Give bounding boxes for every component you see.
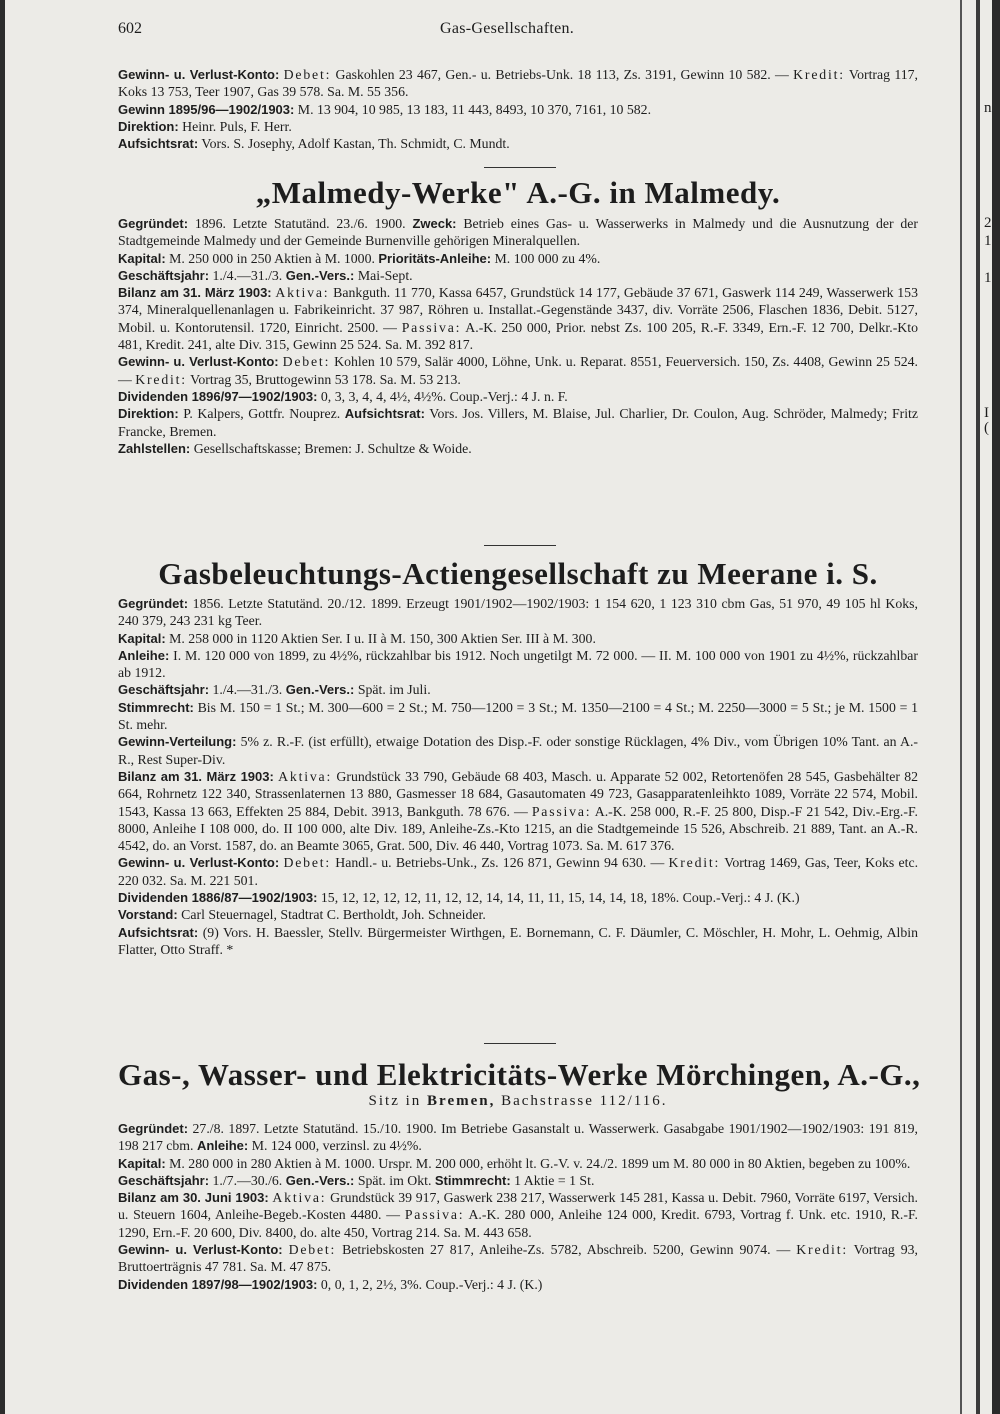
key: Passiva: <box>404 1207 465 1223</box>
paragraph <box>118 353 918 388</box>
key: Aktiva: <box>278 768 333 784</box>
label: Gewinn- u. Verlust-Konto: <box>118 67 280 82</box>
paragraph <box>118 1189 918 1241</box>
text: I. M. 120 000 von 1899, zu 4½%, rückzahlbar bis 1912. Noch ungetilgt M. 72 000. — II. M. 100 000 von 1901 zu 4½%, rückzahlbar ab 1912. <box>118 647 918 681</box>
paragraph <box>118 1241 918 1276</box>
text: 15, 12, 12, 12, 12, 11, 12, 12, 14, 14, 11, 11, 15, 14, 14, 18, 18%. Coup.-Verj.: 4 J. (K.) <box>320 890 800 906</box>
section-malmedy <box>118 215 918 457</box>
text: M. 258 000 in 1120 Aktien Ser. I u. II à M. 150, 300 Aktien Ser. III à M. 300. <box>169 630 596 646</box>
key: Kredit: <box>135 371 187 387</box>
paragraph <box>118 699 918 734</box>
label: Gewinn-Verteilung: <box>118 734 237 750</box>
paragraph <box>118 854 918 889</box>
text: 1./7.—30./6. <box>212 1172 283 1188</box>
text: M. 100 000 zu 4%. <box>494 250 601 266</box>
section-divider <box>484 167 556 168</box>
label: Gewinn- u. Verlust-Konto: <box>118 1242 283 1258</box>
company-title: Gasbeleuchtungs-Actiengesellschaft zu Meerane i. S. <box>158 556 878 591</box>
key: Debet: <box>282 354 331 370</box>
text: M. 280 000 in 280 Aktien à M. 1000. Urspr. M. 200 000, erhöht lt. G.-V. v. 24./2. 1899 um M. 80 000 in 80 Aktien, begeben zu 100%. <box>169 1155 911 1171</box>
text: (9) Vors. H. Baessler, Stellv. Bürgermeister Wirthgen, E. Bornemann, C. F. Däumler, C. Möschler, H. Mohr, L. Oehmig, Albin Flatter, Otto Straff. * <box>118 924 918 957</box>
section-moerchingen <box>118 1120 918 1293</box>
margin-char: I <box>984 405 989 421</box>
paragraph <box>118 630 918 647</box>
label: Anleihe: <box>196 1138 249 1154</box>
paragraph <box>118 284 918 353</box>
paragraph <box>118 595 918 630</box>
city: Bremen, <box>427 1093 496 1109</box>
paragraph <box>118 647 918 682</box>
paragraph <box>118 924 918 959</box>
binding-shadow-dark <box>976 0 980 1414</box>
label: Geschäftsjahr: <box>118 682 210 698</box>
label: Gegründet: <box>118 1121 189 1136</box>
label: Bilanz am 31. März 1903: <box>118 285 272 301</box>
margin-char: 1 <box>984 270 992 286</box>
label: Gewinn 1895/96—1902/1903: <box>118 101 295 117</box>
key: Debet: <box>283 67 332 82</box>
label: Gewinn- u. Verlust-Konto: <box>118 855 280 871</box>
key: Kredit: <box>668 855 721 871</box>
text: 5% z. R.-F. (ist erfüllt), etwaige Dotation des Disp.-F. oder sonstige Rücklagen, 4% Div., vom Übrigen 10% Tant. an A.-R., Rest Super-Div. <box>118 734 918 767</box>
company-title: „Malmedy-Werke" A.-G. in Malmedy. <box>255 175 781 210</box>
section-continuation <box>118 66 918 152</box>
label: Aufsichtsrat: <box>118 136 199 152</box>
text: Spät. im Juli. <box>357 682 431 698</box>
running-header: Gas-Gesellschaften. <box>440 20 575 37</box>
paragraph <box>118 215 918 250</box>
text: 1./4.—31./3. <box>212 267 283 283</box>
text: M. 250 000 in 250 Aktien à M. 1000. <box>169 250 375 266</box>
section-divider <box>484 1043 556 1044</box>
paragraph <box>118 889 918 906</box>
paragraph <box>118 1172 918 1189</box>
text: Bankguth. 11 770, Kassa 6457, Grundstück 14 177, Gebäude 37 671, Gaswerk 114 249, Wasserwerk 153 374, Mineralquellenanlagen u. Fabrikeinricht. 37 987, Röhren u. Installat.-Gegenstände 3437, div. Vorräte 2506, Flaschen 1836, Debit. 5127, Mobil. u. Kontorutensil. 1720, Einricht. 2500. — <box>118 285 918 335</box>
paragraph <box>118 733 918 768</box>
label: Gen.-Vers.: <box>285 267 355 283</box>
text: A.-K. 250 000, Prior. nebst Zs. 100 205, R.-F. 3349, Ern.-F. 12 700, Delkr.-Kto 481, Kredit. 241, alte Div. 315, Gewinn 25 524. Sa. M. 392 817. <box>118 319 919 353</box>
text: Spät. im Okt. <box>357 1172 432 1188</box>
paragraph <box>118 440 918 457</box>
paragraph <box>118 1276 918 1293</box>
text: Handl.- u. Betriebs-Unk., Zs. 126 871, Gewinn 94 630. — <box>335 855 665 871</box>
label: Kapital: <box>118 250 166 266</box>
text: M. 124 000, verzinsl. zu 4½%. <box>251 1138 422 1154</box>
label: Dividenden 1886/87—1902/1903: <box>118 890 318 906</box>
text: Gaskohlen 23 467, Gen.- u. Betriebs-Unk. 18 113, Zs. 3191, Gewinn 10 582. — <box>335 67 789 82</box>
label: Stimmrecht: <box>118 699 194 715</box>
text: 1856. Letzte Statutänd. 20./12. 1899. Erzeugt 1901/1902—1902/1903: 1 154 620, 1 123 310 cbm Gas, 51 970, 49 105 hl Koks, 240 379, 243 231 kg Teer. <box>118 596 919 629</box>
text: 1./4.—31./3. <box>212 682 283 698</box>
label: Direktion: <box>118 118 179 134</box>
text: Heinr. Puls, F. Herr. <box>182 118 292 134</box>
paragraph <box>118 405 918 440</box>
paragraph <box>118 1155 918 1172</box>
text: Vors. Jos. Villers, M. Blaise, Jul. Charlier, Dr. Coulon, Aug. Schröder, Malmedy; Fritz Francke, Bremen. <box>118 406 919 439</box>
company-seat <box>118 1093 918 1110</box>
paragraph <box>118 267 918 284</box>
label: Direktion: <box>118 406 179 422</box>
text: Betrieb eines Gas- u. Wasserwerks in Malmedy und die Ausnutzung der der Stadtgemeinde Malmedy und der Gemeinde Burnenville gehörigen Mineralquellen. <box>118 216 919 249</box>
margin-char: n <box>984 100 992 116</box>
label: Prioritäts-Anleihe: <box>378 250 492 266</box>
text: Bachstrasse 112/116. <box>501 1093 668 1109</box>
text: 0, 0, 1, 2, 2½, 3%. Coup.-Verj.: 4 J. (K.) <box>320 1276 543 1292</box>
text: Carl Steuernagel, Stadtrat C. Bertholdt, Joh. Schneider. <box>181 907 486 923</box>
label: Bilanz am 30. Juni 1903: <box>118 1190 269 1206</box>
text: Mai-Sept. <box>357 267 413 283</box>
margin-char: 2 <box>984 215 992 231</box>
section-divider <box>484 545 556 546</box>
label: Kapital: <box>118 1155 166 1171</box>
paragraph <box>118 250 918 267</box>
label: Vorstand: <box>118 907 178 923</box>
text: 0, 3, 3, 4, 4, 4½, 4½%. Coup.-Verj.: 4 J. n. F. <box>320 388 568 404</box>
key: Aktiva: <box>272 1190 327 1206</box>
key: Passiva: <box>531 803 592 819</box>
text: Gesellschaftskasse; Bremen: J. Schultze & Woide. <box>193 440 472 456</box>
paragraph <box>118 118 918 135</box>
key: Aktiva: <box>275 285 330 301</box>
paragraph <box>118 66 918 101</box>
text: Grundstück 39 917, Gaswerk 238 217, Wasserwerk 145 281, Kassa u. Debit. 7960, Vorräte 6197, Versich. u. Steuern 1604, Anleihe-Begeb.-Kosten 4480. — <box>118 1190 918 1223</box>
text: Vortrag 1469, Gas, Teer, Koks etc. 220 032. Sa. M. 221 501. <box>118 855 919 888</box>
text: Vortrag 35, Bruttogewinn 53 178. Sa. M. 53 213. <box>190 371 461 387</box>
binding-shadow <box>960 0 962 1414</box>
text: Vors. S. Josephy, Adolf Kastan, Th. Schmidt, C. Mundt. <box>201 136 510 152</box>
label: Gegründet: <box>118 216 189 231</box>
page-number: 602 <box>118 20 142 37</box>
label: Gegründet: <box>118 596 189 611</box>
text: 27./8. 1897. Letzte Statutänd. 15./10. 1900. Im Betriebe Gasanstalt u. Wasserwerk. Gasabgabe 1901/1902—1902/1903: 191 819, 198 217 cbm. <box>118 1121 918 1154</box>
text: Grundstück 33 790, Gebäude 68 403, Masch. u. Apparate 52 002, Retortenöfen 28 545, Gasbehälter 82 664, Rohrnetz 122 340, Strassenlaternen 13 880, Gasmesser 18 684, Gasautomaten 49 723, Gasapparatenleihkto 1089, Vorräte 22 574, Mobil. 1543, Kassa 13 663, Effekten 25 884, Debit. 3913, Bankguth. 78 676. — <box>118 768 918 819</box>
text: Vortrag 93, Bruttoerträgnis 47 781. Sa. M. 47 875. <box>118 1242 918 1275</box>
margin-char: 1 <box>984 233 992 249</box>
text: P. Kalpers, Gottfr. Nouprez. <box>183 406 341 422</box>
paragraph <box>118 1120 918 1155</box>
paragraph <box>118 906 918 923</box>
paragraph <box>118 681 918 698</box>
key: Passiva: <box>401 319 462 335</box>
text: A.-K. 258 000, R.-F. 25 800, Disp.-F 21 542, Div.-Erg.-F. 8000, Anleihe I 108 000, do. II 100 000, alte Div. 189, Anleihe-Zs.-Kto 1215, an die Stadtgemeinde 15 526, Abschreib. 21 889, Tant. an A.-R. 4542, do. an Vorst. 1587, do. an Beamte 3065, Grat. 500, Div. 46 440, Vortrag 1073. Sa. M. 617 376. <box>118 803 918 854</box>
paragraph <box>118 135 918 152</box>
label: Gen.-Vers.: <box>285 682 355 698</box>
paragraph <box>118 101 918 118</box>
key: Debet: <box>288 1242 337 1258</box>
label: Gewinn- u. Verlust-Konto: <box>118 354 279 370</box>
text: Betriebskosten 27 817, Anleihe-Zs. 5782, Abschreib. 5200, Gewinn 9074. — <box>342 1242 791 1258</box>
section-meerane <box>118 595 918 958</box>
right-page-edge <box>992 0 1000 1414</box>
paragraph <box>118 768 918 854</box>
label: Anleihe: <box>118 647 170 663</box>
text: 1896. Letzte Statutänd. 23./6. 1900. <box>194 216 406 231</box>
label: Kapital: <box>118 630 166 646</box>
label: Gen.-Vers.: <box>285 1172 355 1188</box>
label: Zweck: <box>412 216 457 231</box>
text: Bis M. 150 = 1 St.; M. 300—600 = 2 St.; M. 750—1200 = 3 St.; M. 1350—2100 = 4 St.; M. 2250—3000 = 5 St.; je M. 1500 = 1 St. mehr. <box>118 699 918 733</box>
key: Kredit: <box>793 67 845 82</box>
text: Sitz in <box>368 1093 422 1109</box>
paragraph <box>118 388 918 405</box>
key: Kredit: <box>796 1242 848 1258</box>
label: Zahlstellen: <box>118 440 191 456</box>
margin-char: ( <box>984 420 989 436</box>
label: Geschäftsjahr: <box>118 1172 210 1188</box>
label: Aufsichtsrat: <box>344 406 425 422</box>
label: Dividenden 1896/97—1902/1903: <box>118 388 318 404</box>
company-title: Gas-, Wasser- und Elektricitäts-Werke Mörchingen, A.-G., <box>118 1057 921 1092</box>
label: Bilanz am 31. März 1903: <box>118 768 274 784</box>
text: M. 13 904, 10 985, 13 183, 11 443, 8493, 10 370, 7161, 10 582. <box>297 101 652 117</box>
label: Geschäftsjahr: <box>118 267 210 283</box>
key: Debet: <box>283 855 332 871</box>
label: Aufsichtsrat: <box>118 924 199 940</box>
text: Vortrag 117, Koks 13 753, Teer 1907, Gas 39 578. Sa. M. 55 356. <box>118 67 918 100</box>
text: 1 Aktie = 1 St. <box>514 1172 595 1188</box>
left-page-edge <box>0 0 5 1414</box>
text: A.-K. 280 000, Anleihe 124 000, Kredit. 6793, Vortrag f. Unk. etc. 1910, R.-F. 1290, Ern.-F. 20 600, Div. 8400, do. alte 450, Vortrag 214. Sa. M. 443 658. <box>118 1207 918 1240</box>
label: Stimmrecht: <box>434 1172 511 1188</box>
text: Kohlen 10 579, Salär 4000, Löhne, Unk. u. Reparat. 8551, Feuerversich. 150, Zs. 4408, Gewinn 25 524. — <box>118 354 919 387</box>
label: Dividenden 1897/98—1902/1903: <box>118 1276 318 1292</box>
